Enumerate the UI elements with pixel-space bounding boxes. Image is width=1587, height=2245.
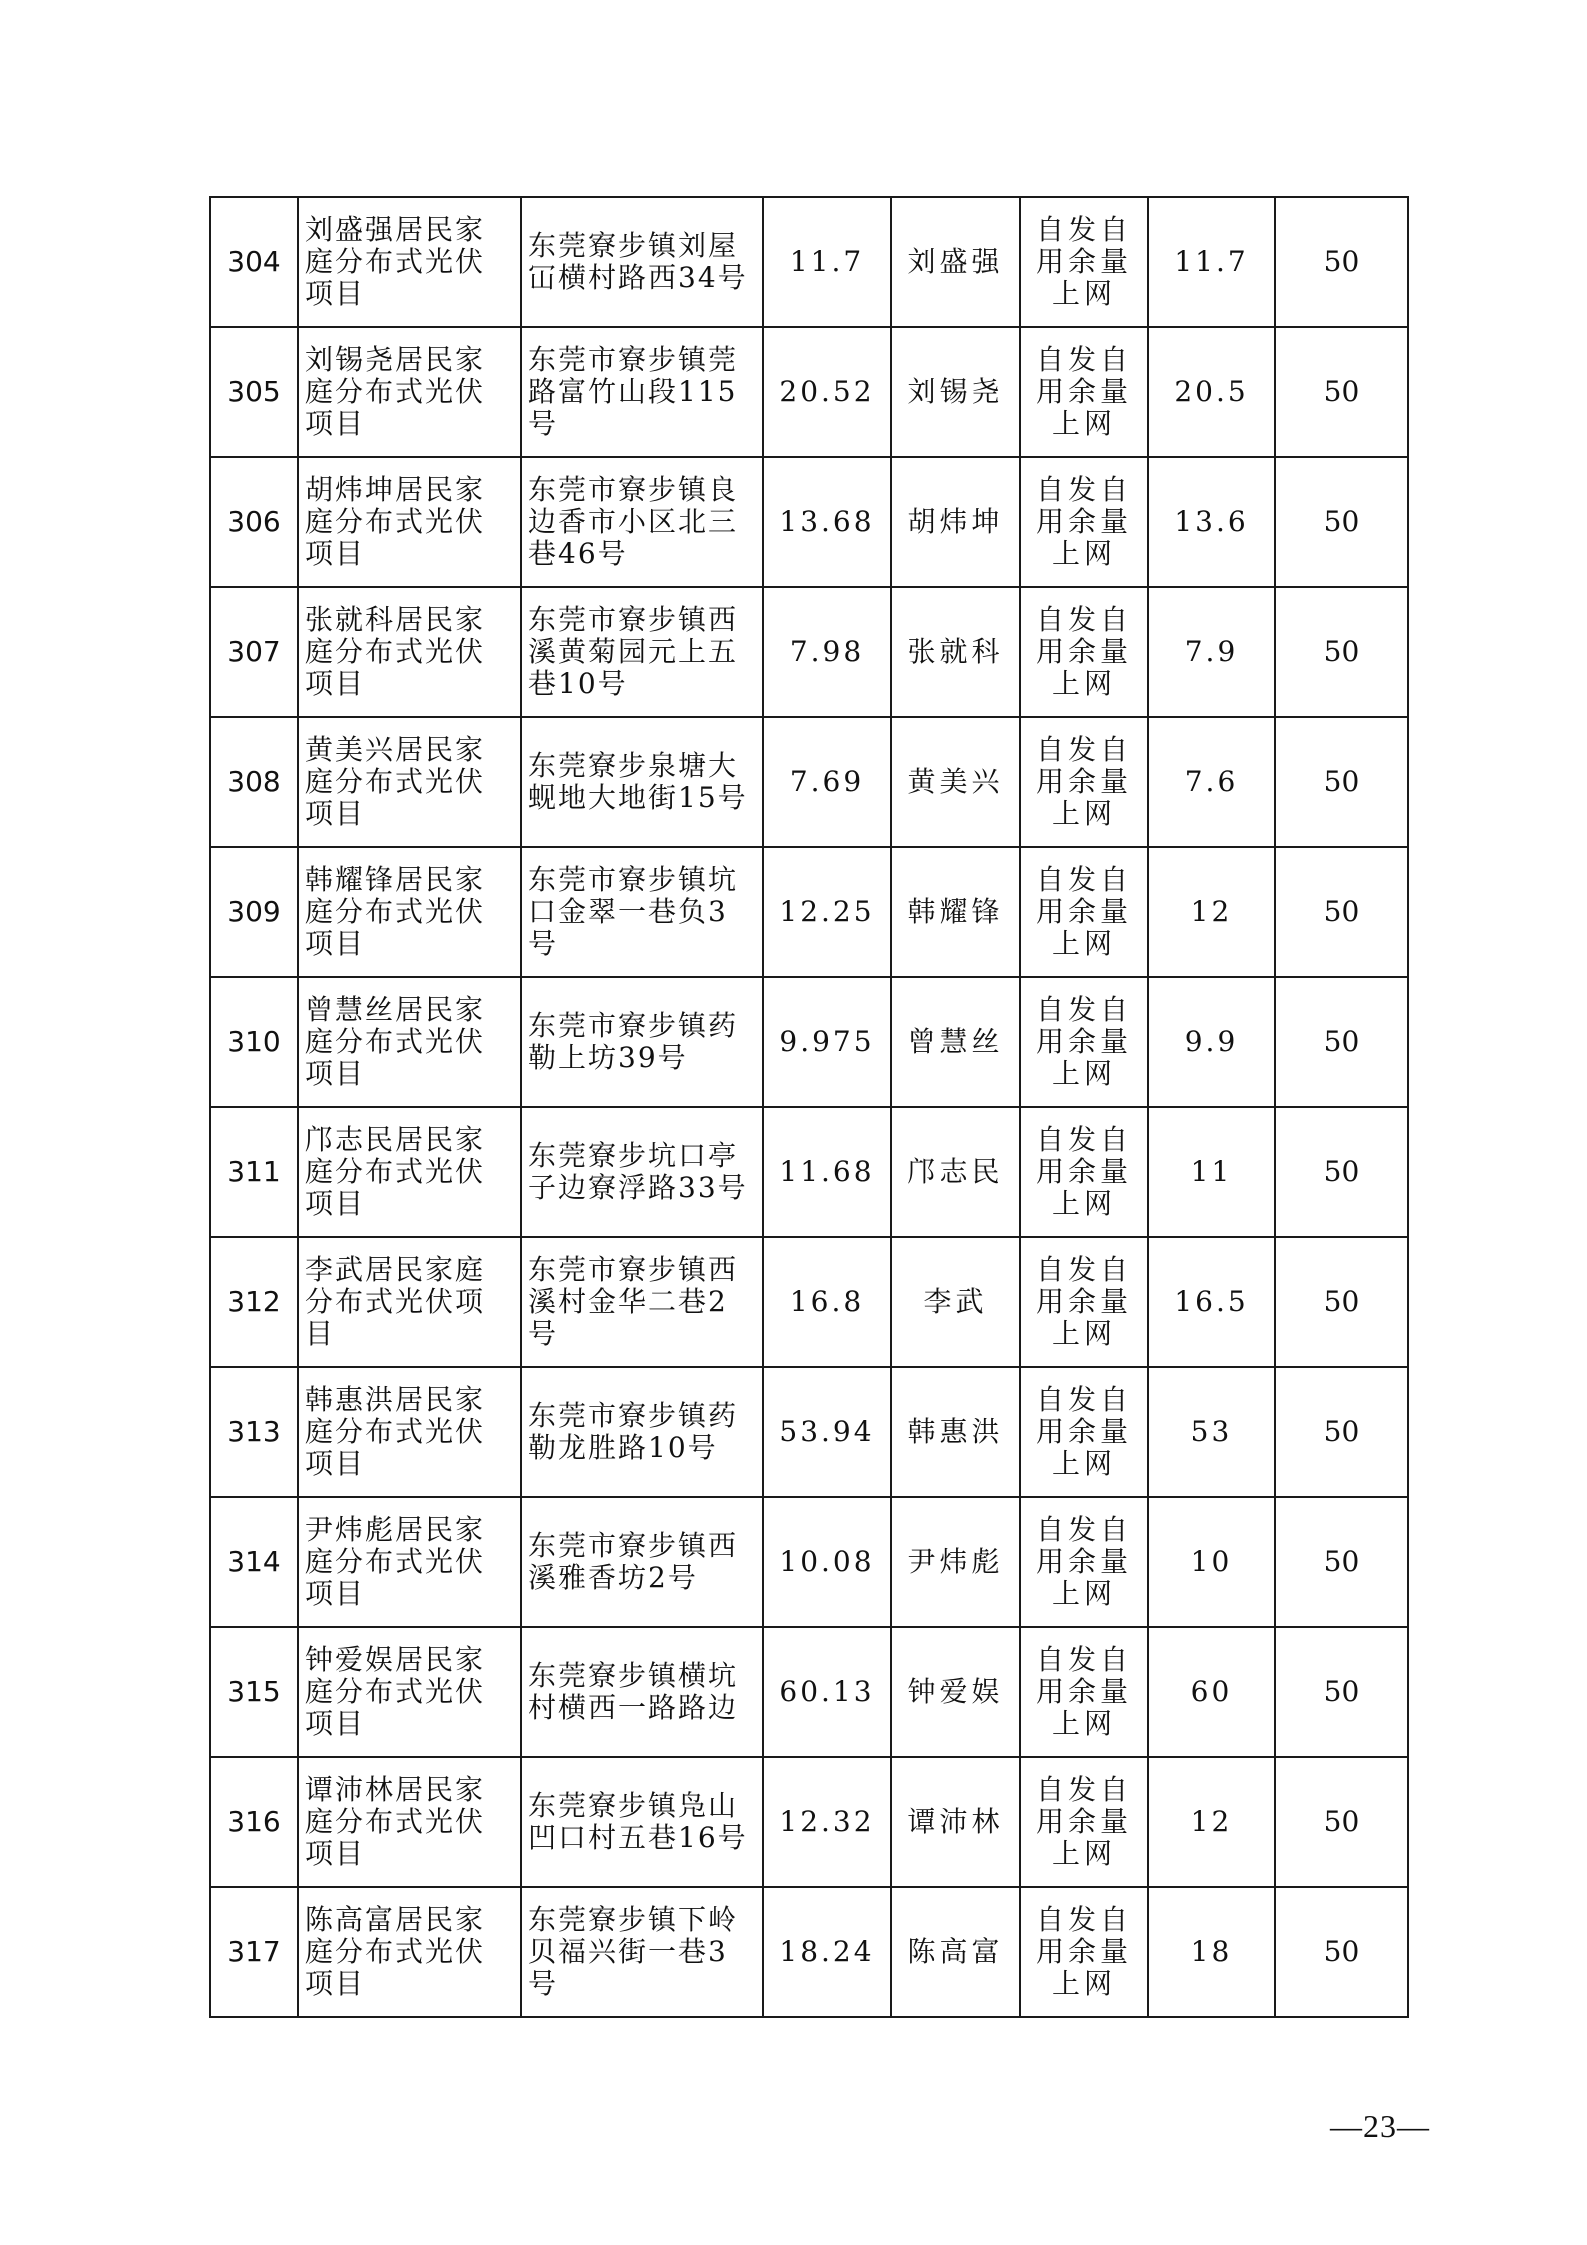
project-address-cell: 东莞市寮步镇药勒龙胜路10号 [521,1367,763,1497]
grid-capacity-cell: 60 [1148,1627,1275,1757]
table-row [210,1627,1408,1757]
project-address-cell: 东莞寮步坑口亭子边寮浮路33号 [521,1107,763,1237]
installed-capacity-cell: 53.94 [763,1367,891,1497]
operation-years-cell: 50 [1275,1887,1408,2017]
operation-years-cell: 50 [1275,1497,1408,1627]
table-row [210,1497,1408,1627]
row-number-cell: 316 [210,1757,298,1887]
project-address-cell: 东莞市寮步镇良边香市小区北三巷46号 [521,457,763,587]
row-number-cell: 309 [210,847,298,977]
owner-name-cell: 谭沛林 [891,1757,1020,1887]
row-number-cell: 315 [210,1627,298,1757]
owner-name-cell: 刘盛强 [891,197,1020,327]
table-row [210,1887,1408,2017]
project-address-cell: 东莞市寮步镇西溪黄菊园元上五巷10号 [521,587,763,717]
grid-mode-cell: 自发自用余量上网 [1020,327,1148,457]
grid-mode-cell: 自发自用余量上网 [1020,1887,1148,2017]
owner-name-cell: 陈高富 [891,1887,1020,2017]
installed-capacity-cell: 12.25 [763,847,891,977]
grid-mode-cell: 自发自用余量上网 [1020,1107,1148,1237]
installed-capacity-cell: 10.08 [763,1497,891,1627]
project-name-cell: 张就科居民家庭分布式光伏项目 [298,587,521,717]
owner-name-cell: 韩惠洪 [891,1367,1020,1497]
project-address-cell: 东莞寮步镇刘屋冚横村路西34号 [521,197,763,327]
grid-mode-cell: 自发自用余量上网 [1020,197,1148,327]
grid-mode-cell: 自发自用余量上网 [1020,1237,1148,1367]
row-number-cell: 310 [210,977,298,1107]
grid-mode-cell: 自发自用余量上网 [1020,1627,1148,1757]
project-address-cell: 东莞市寮步镇莞路富竹山段115号 [521,327,763,457]
installed-capacity-cell: 20.52 [763,327,891,457]
row-number-cell: 307 [210,587,298,717]
operation-years-cell: 50 [1275,717,1408,847]
project-address-cell: 东莞市寮步镇西溪雅香坊2号 [521,1497,763,1627]
grid-mode-cell: 自发自用余量上网 [1020,587,1148,717]
grid-capacity-cell: 11.7 [1148,197,1275,327]
project-name-cell: 胡炜坤居民家庭分布式光伏项目 [298,457,521,587]
project-address-cell: 东莞市寮步镇坑口金翠一巷负3号 [521,847,763,977]
project-name-cell: 钟爱娱居民家庭分布式光伏项目 [298,1627,521,1757]
grid-capacity-cell: 18 [1148,1887,1275,2017]
grid-mode-cell: 自发自用余量上网 [1020,717,1148,847]
project-table [209,196,1409,2018]
installed-capacity-cell: 7.69 [763,717,891,847]
operation-years-cell: 50 [1275,1367,1408,1497]
owner-name-cell: 邝志民 [891,1107,1020,1237]
table-row [210,1107,1408,1237]
grid-mode-cell: 自发自用余量上网 [1020,1367,1148,1497]
row-number-cell: 317 [210,1887,298,2017]
installed-capacity-cell: 9.975 [763,977,891,1107]
table-row [210,1757,1408,1887]
owner-name-cell: 尹炜彪 [891,1497,1020,1627]
project-name-cell: 李武居民家庭分布式光伏项目 [298,1237,521,1367]
installed-capacity-cell: 11.68 [763,1107,891,1237]
operation-years-cell: 50 [1275,1107,1408,1237]
project-address-cell: 东莞寮步泉塘大蚬地大地街15号 [521,717,763,847]
project-address-cell: 东莞市寮步镇药勒上坊39号 [521,977,763,1107]
installed-capacity-cell: 16.8 [763,1237,891,1367]
table-row [210,197,1408,327]
row-number-cell: 312 [210,1237,298,1367]
project-name-cell: 刘锡尧居民家庭分布式光伏项目 [298,327,521,457]
installed-capacity-cell: 11.7 [763,197,891,327]
installed-capacity-cell: 12.32 [763,1757,891,1887]
project-name-cell: 曾慧丝居民家庭分布式光伏项目 [298,977,521,1107]
grid-mode-cell: 自发自用余量上网 [1020,1757,1148,1887]
grid-capacity-cell: 16.5 [1148,1237,1275,1367]
table-row [210,1367,1408,1497]
owner-name-cell: 韩耀锋 [891,847,1020,977]
row-number-cell: 313 [210,1367,298,1497]
grid-capacity-cell: 7.9 [1148,587,1275,717]
grid-mode-cell: 自发自用余量上网 [1020,457,1148,587]
installed-capacity-cell: 13.68 [763,457,891,587]
table-row [210,587,1408,717]
owner-name-cell: 李武 [891,1237,1020,1367]
grid-capacity-cell: 10 [1148,1497,1275,1627]
table-body [210,197,1408,2017]
grid-capacity-cell: 20.5 [1148,327,1275,457]
row-number-cell: 306 [210,457,298,587]
owner-name-cell: 胡炜坤 [891,457,1020,587]
operation-years-cell: 50 [1275,1237,1408,1367]
row-number-cell: 305 [210,327,298,457]
table-row [210,327,1408,457]
operation-years-cell: 50 [1275,457,1408,587]
project-address-cell: 东莞寮步镇凫山凹口村五巷16号 [521,1757,763,1887]
owner-name-cell: 刘锡尧 [891,327,1020,457]
operation-years-cell: 50 [1275,327,1408,457]
project-name-cell: 陈高富居民家庭分布式光伏项目 [298,1887,521,2017]
project-name-cell: 韩耀锋居民家庭分布式光伏项目 [298,847,521,977]
project-name-cell: 刘盛强居民家庭分布式光伏项目 [298,197,521,327]
page-number: —23— [1330,2108,1430,2144]
table-row [210,717,1408,847]
grid-capacity-cell: 12 [1148,847,1275,977]
row-number-cell: 314 [210,1497,298,1627]
row-number-cell: 304 [210,197,298,327]
installed-capacity-cell: 7.98 [763,587,891,717]
operation-years-cell: 50 [1275,197,1408,327]
table-row [210,457,1408,587]
project-name-cell: 邝志民居民家庭分布式光伏项目 [298,1107,521,1237]
grid-mode-cell: 自发自用余量上网 [1020,847,1148,977]
grid-capacity-cell: 11 [1148,1107,1275,1237]
grid-capacity-cell: 7.6 [1148,717,1275,847]
project-name-cell: 尹炜彪居民家庭分布式光伏项目 [298,1497,521,1627]
owner-name-cell: 张就科 [891,587,1020,717]
operation-years-cell: 50 [1275,847,1408,977]
row-number-cell: 308 [210,717,298,847]
grid-capacity-cell: 13.6 [1148,457,1275,587]
operation-years-cell: 50 [1275,977,1408,1107]
project-name-cell: 韩惠洪居民家庭分布式光伏项目 [298,1367,521,1497]
grid-mode-cell: 自发自用余量上网 [1020,977,1148,1107]
installed-capacity-cell: 60.13 [763,1627,891,1757]
table-row [210,977,1408,1107]
project-address-cell: 东莞寮步镇横坑村横西一路路边 [521,1627,763,1757]
project-name-cell: 谭沛林居民家庭分布式光伏项目 [298,1757,521,1887]
table-row [210,847,1408,977]
installed-capacity-cell: 18.24 [763,1887,891,2017]
operation-years-cell: 50 [1275,1757,1408,1887]
operation-years-cell: 50 [1275,587,1408,717]
project-address-cell: 东莞市寮步镇西溪村金华二巷2号 [521,1237,763,1367]
operation-years-cell: 50 [1275,1627,1408,1757]
owner-name-cell: 曾慧丝 [891,977,1020,1107]
project-address-cell: 东莞寮步镇下岭贝福兴街一巷3号 [521,1887,763,2017]
owner-name-cell: 钟爱娱 [891,1627,1020,1757]
grid-mode-cell: 自发自用余量上网 [1020,1497,1148,1627]
row-number-cell: 311 [210,1107,298,1237]
project-name-cell: 黄美兴居民家庭分布式光伏项目 [298,717,521,847]
grid-capacity-cell: 9.9 [1148,977,1275,1107]
grid-capacity-cell: 12 [1148,1757,1275,1887]
grid-capacity-cell: 53 [1148,1367,1275,1497]
owner-name-cell: 黄美兴 [891,717,1020,847]
table-row [210,1237,1408,1367]
